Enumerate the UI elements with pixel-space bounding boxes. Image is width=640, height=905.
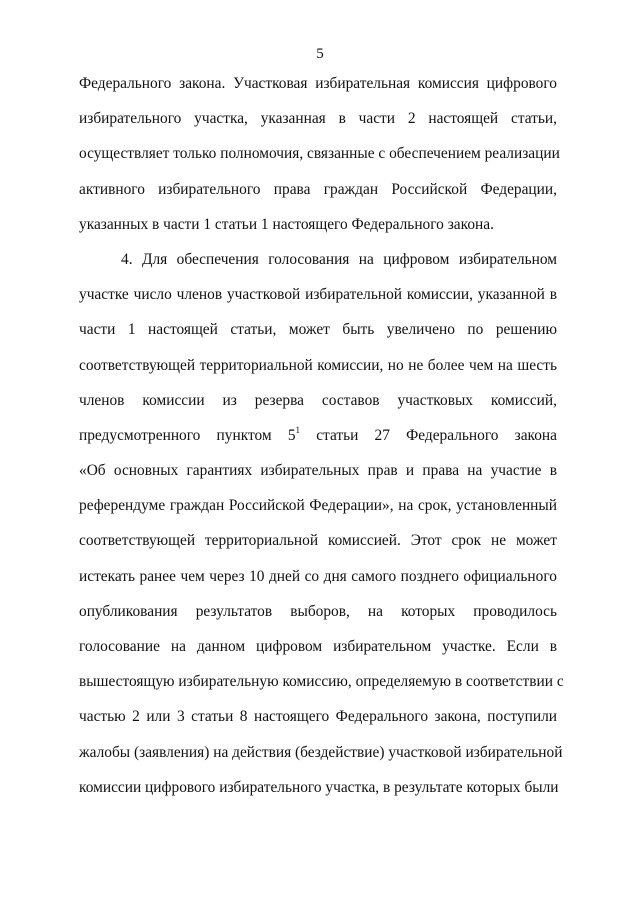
text-line: избирательного участка, указанная в части 2 настоящей статьи, — [79, 110, 557, 128]
text-line: истекать ранее чем через 10 дней со дня самого позднего официального — [79, 567, 557, 585]
text-segment: предусмотренного пунктом 5 — [79, 426, 296, 444]
text-line: осуществляет только полномочия, связанные с обеспечением реализации — [79, 145, 560, 163]
text-line: «Об основных гарантиях избирательных прав и права на участие в — [79, 462, 557, 480]
text-line: Федерального закона. Участковая избирательная комиссия цифрового — [79, 75, 557, 92]
text-line: участке число членов участковой избирательной комиссии, указанной в — [79, 286, 557, 304]
text-line: членов комиссии из резерва составов участковых комиссий, — [79, 391, 557, 409]
paragraph-1 — [79, 66, 560, 242]
text-line: части 1 настоящей статьи, может быть увеличено по решению — [79, 321, 557, 339]
text-line: опубликования результатов выборов, на которых проводилось — [79, 602, 557, 620]
text-line: 4. Для обеспечения голосования на цифровом избирательном — [121, 250, 557, 268]
text-line: указанных в части 1 статьи 1 настоящего Федерального закона. — [79, 215, 494, 233]
superscript: 1 — [295, 424, 301, 435]
text-line: соответствующей территориальной комиссией. Этот срок не может — [79, 532, 557, 550]
document-body — [79, 66, 564, 805]
text-line: активного избирательного права граждан Российской Федерации, — [79, 180, 557, 198]
text-line: жалобы (заявления) на действия (бездействие) участковой избирательной — [79, 743, 563, 761]
text-line: комиссии цифрового избирательного участка, в результате которых были — [79, 778, 559, 796]
text-line: голосование на данном цифровом избирательном участке. Если в — [79, 638, 557, 655]
text-line: соответствующей территориальной комиссии, но не более чем на шесть — [79, 356, 557, 374]
text-line-with-superscript — [79, 418, 557, 453]
text-segment: статьи 27 Федерального закона — [300, 426, 557, 444]
text-line: вышестоящую избирательную комиссию, определяемую в соответствии с — [79, 673, 564, 691]
paragraph-4 — [79, 242, 564, 805]
page-number: 5 — [316, 46, 324, 62]
text-line: частью 2 или 3 статьи 8 настоящего Федерального закона, поступили — [79, 708, 557, 726]
text-line: референдуме граждан Российской Федерации», на срок, установленный — [79, 497, 557, 515]
